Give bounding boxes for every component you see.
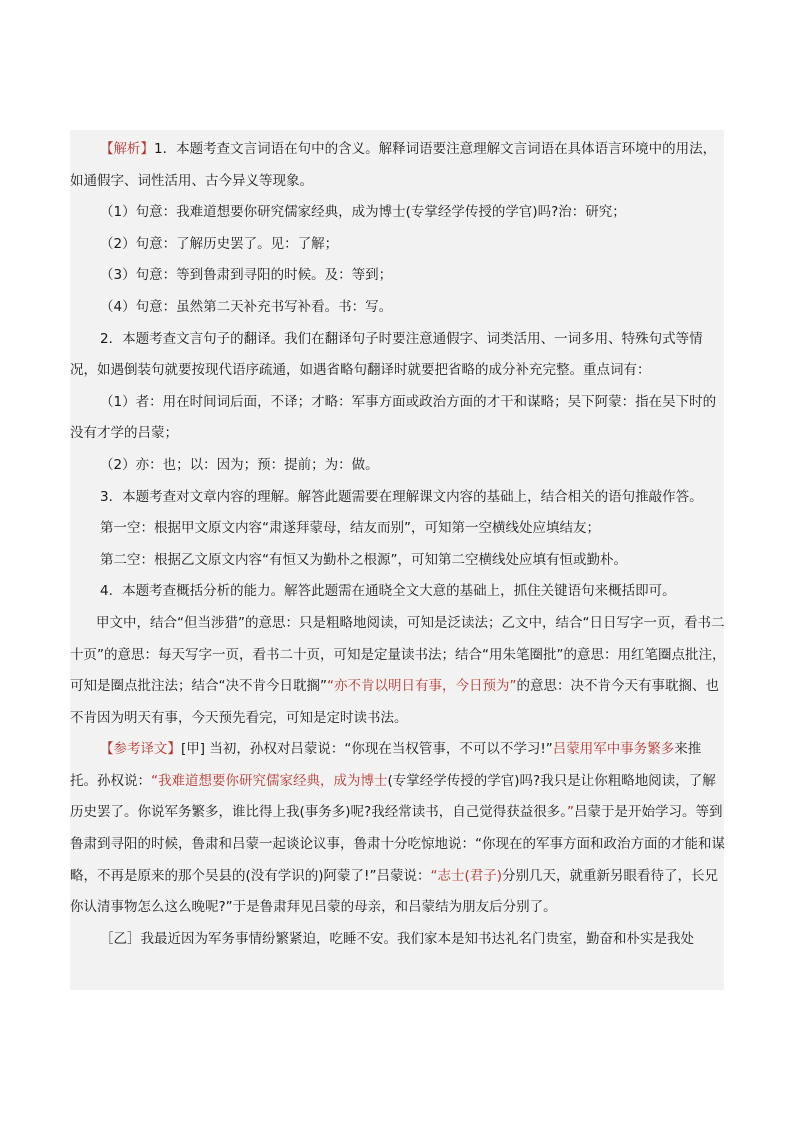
analysis-item: （3）句意：等到鲁肃到寻阳的时候。及：等到； [100,267,393,284]
analysis-item: （2）句意：了解历史罢了。见：了解； [100,235,339,252]
analysis-item: 第一空：根据甲文原文内容“肃遂拜蒙母，结友而别”，可知第一空横线处应填结友； [100,520,600,537]
analysis-paragraph-1: 【解析】1．本题考查文言词语在句中的含义。解释词语要注意理解文言词语在具体语言环境中的用法，如通假字、词性活用、古今异义等现象。 [70,141,717,189]
analysis-item: （4）句意：虽然第二天补充书写补看。书：写。 [100,298,393,315]
analysis-paragraph-4: 4．本题考查概括分析的能力。解答此题需在通晓全文大意的基础上，抓住关键语句来概括即可。 [100,583,676,600]
analysis-paragraph-2: 2．本题考查文言句子的翻译。我们在翻译句子时要注意通假字、词类活用、一词多用、特殊句式等情况，如遇倒装句就要按现代语序疏通，如遇省略句翻译时就要把省略的成分补充完整。重点词有： [70,330,703,379]
document-body [70,134,726,955]
analysis-paragraph-5: 甲文中，结合“但当涉猎”的意思：只是粗略地阅读，可知是泛读法；乙文中，结合“日日写字一页，看书二十页”的意思：每天写字一页，看书二十页，可知是定量读书法；结合“用朱笔圈批”的意思：用红笔圈点批注，可知是圈点批注法；结合“决不肯今日耽搁”“亦不肯以明日有事，今日预为”的意思：决不肯今天有事耽搁、也不肯因为明天有事，今天预先看完，可知是定时读书法。 [70,614,726,726]
analysis-paragraph-3: 3．本题考查对文章内容的理解。解答此题需要在理解课文内容的基础上，结合相关的语句推敲作答。 [100,488,703,505]
analysis-label: 【解析】 [100,141,154,157]
translation-label: 【参考译文】 [100,741,181,758]
analysis-item: （2）亦：也；以：因为；预：提前；为：做。 [100,456,379,473]
analysis-item: （1）句意：我难道想要你研究儒家经典，成为博士(专掌经学传授的学官)吗?治：研究； [100,204,626,221]
translation-yi: ［乙］我最近因为军务事情纷繁紧迫，吃睡不安。我们家本是知书达礼名门贵室，勤奋和朴实是我处 [100,930,694,947]
analysis-item: （1）者：用在时间词后面，不译；才略：军事方面或政治方面的才干和谋略；吴下阿蒙：指在吴下时的没有才学的吕蒙； [70,393,717,442]
analysis-item: 第二空：根据乙文原文内容“有恒又为勤朴之根源”，可知第二空横线处应填有恒或勤朴。 [100,551,627,568]
translation-jia: 【参考译文】[甲] 当初，孙权对吕蒙说：“你现在当权管事，不可以不学习!”吕蒙用军中事务繁多来推托。孙权说：“我难道想要你研究儒家经典，成为博士(专掌经学传授的学官)吗?我只是让你粗略地阅读，了解历史罢了。你说军务繁多，谁比得上我(事务多)呢?我经常读书，自己觉得获益很多。”吕蒙于是开始学习。等到鲁肃到寻阳的时候，鲁肃和吕蒙一起谈论议事，鲁肃十分吃惊地说：“你现在的军事方面和政治方面的才能和谋略，不再是原来的那个吴县的(没有学识的)阿蒙了!”吕蒙说：“志士(君子)分别几天，就重新另眼看待了，长兄你认清事物怎么这么晚呢?”于是鲁肃拜见吕蒙的母亲，和吕蒙结为朋友后分别了。 [70,741,725,916]
